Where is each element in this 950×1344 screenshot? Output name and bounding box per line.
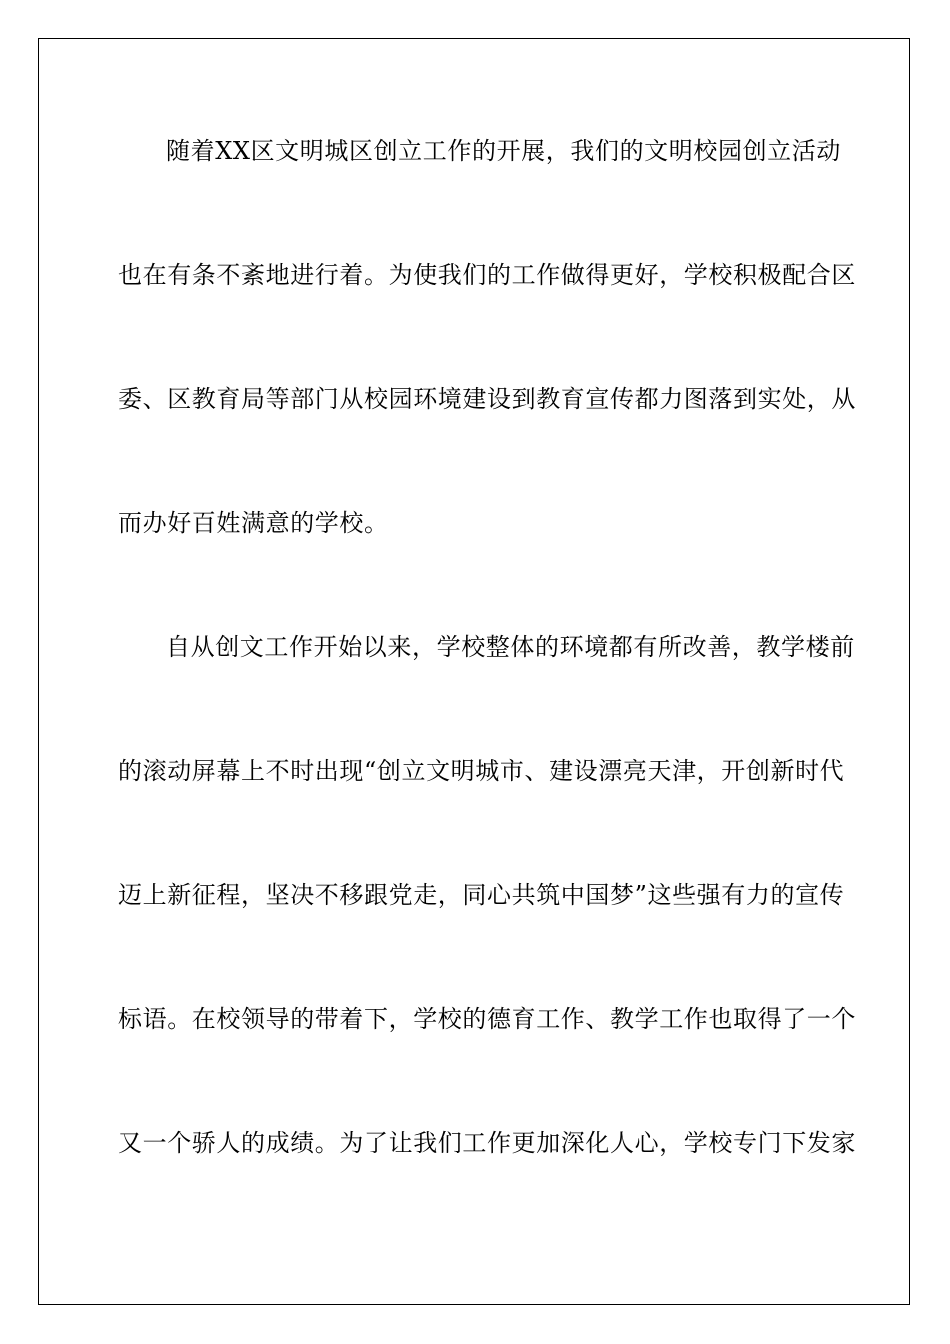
paragraph-1-line-2: 也在有条不紊地进行着。为使我们的工作做得更好，学校积极配合区 <box>118 261 856 289</box>
paragraph-2-line-3: 迈上新征程，坚决不移跟党走，同心共筑中国梦”这些强有力的宣传 <box>118 881 845 909</box>
paragraph-2-line-2: 的滚动屏幕上不时出现“创立文明城市、建设漂亮天津，开创新时代 <box>118 757 845 785</box>
page-border <box>38 38 910 1305</box>
paragraph-2-line-1: 自从创文工作开始以来，学校整体的环境都有所改善，教学楼前 <box>166 633 855 661</box>
paragraph-1-line-3: 委、区教育局等部门从校园环境建设到教育宣传都力图落到实处，从 <box>118 385 856 413</box>
paragraph-2-line-4: 标语。在校领导的带着下，学校的德育工作、教学工作也取得了一个 <box>118 1005 856 1033</box>
paragraph-2-line-5: 又一个骄人的成绩。为了让我们工作更加深化人心，学校专门下发家 <box>118 1129 856 1157</box>
paragraph-1-line-1: 随着XX区文明城区创立工作的开展，我们的文明校园创立活动 <box>166 137 841 165</box>
paragraph-1-line-4: 而办好百姓满意的学校。 <box>118 509 389 537</box>
